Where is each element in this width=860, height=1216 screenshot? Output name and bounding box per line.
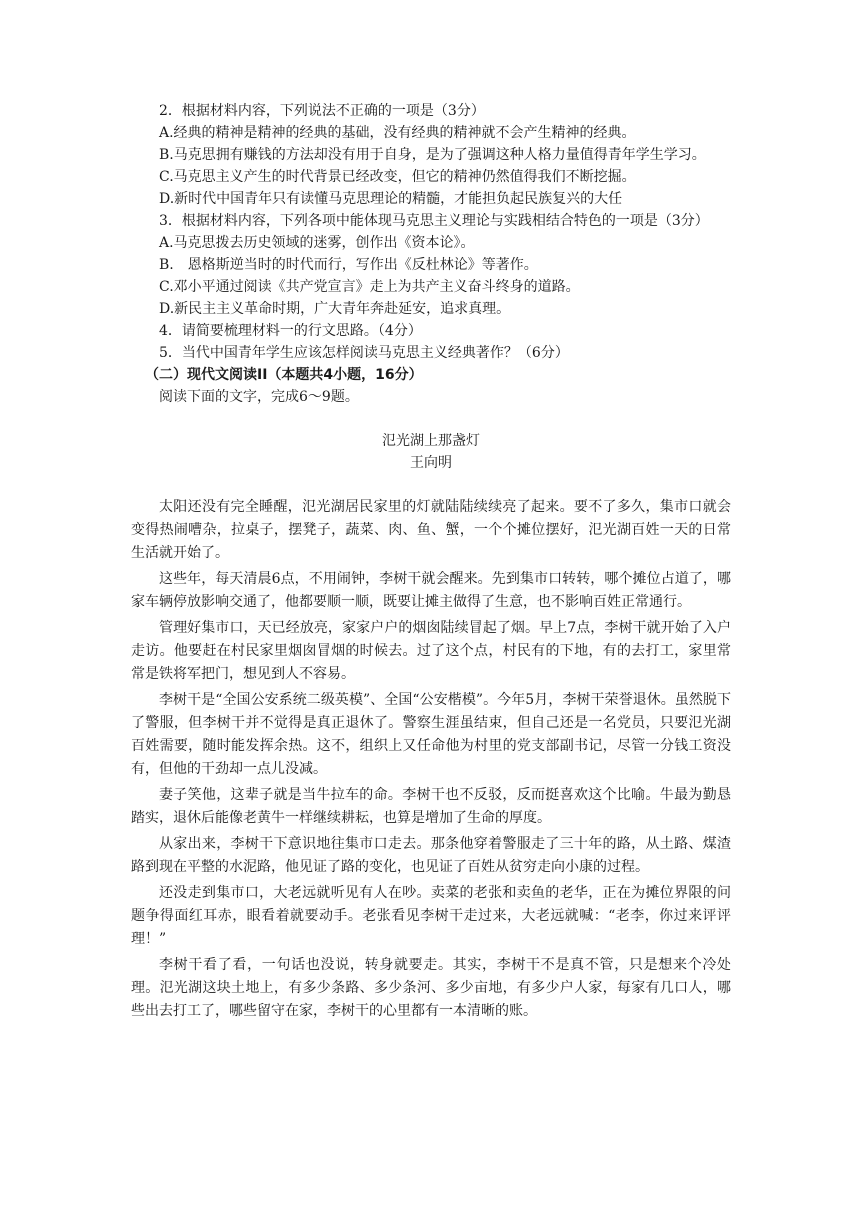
article-paragraph: 太阳还没有完全睡醒，氾光湖居民家里的灯就陆陆续续亮了起来。要不了多久，集市口就会变得热闹嘈杂，拉桌子，摆凳子，蔬菜、肉、鱼、蟹，一个个摊位摆好，氾光湖百姓一天的日常生活就开始了。	[131, 499, 731, 561]
article-paragraph: 还没走到集市口，大老远就听见有人在吵。卖菜的老张和卖鱼的老华，正在为摊位界限的问题争得面红耳赤，眼看着就要动手。老张看见李树干走过来，大老远就喊：“老李，你过来评评理！”	[131, 885, 731, 947]
article-paragraph: 从家出来，李树干下意识地往集市口走去。那条他穿着警服走了三十年的路，从土路、煤渣路到现在平整的水泥路，他见证了路的变化，也见证了百姓从贫穷走向小康的过程。	[131, 836, 731, 875]
question-3-option-a: A.马克思拨去历史领域的迷雾，创作出《资本论》。	[159, 235, 475, 251]
article-body	[131, 496, 731, 1023]
question-2-option-d: D.新时代中国青年只有读懂马克思理论的精髓，才能担负起民族复兴的大任	[159, 191, 623, 207]
question-4: 4．请简要梳理材料一的行文思路。（4分）	[159, 323, 422, 339]
article-paragraph: 李树干是“全国公安系统二级英模”、全国“公安楷模”。今年5月，李树干荣誉退休。虽然脱下了警服，但李树干并不觉得是真正退休了。警察生涯虽结束，但自己还是一名党员，只要氾光湖百姓需要，随时能发挥余热。这不，组织上又任命他为村里的党支部副书记，尽管一分钱工资没有，但他的干劲却一点儿没减。	[131, 692, 731, 777]
question-2-stem: 2．根据材料内容，下列说法不正确的一项是（3分）	[159, 103, 485, 119]
question-3-option-c: C.邓小平通过阅读《共产党宣言》走上为共产主义奋斗终身的道路。	[159, 279, 580, 295]
question-3	[131, 210, 731, 320]
article-title: 氾光湖上那盏灯	[382, 433, 480, 449]
spacer	[131, 474, 731, 496]
section-heading: （二）现代文阅读II（本题共4小题，16分）	[145, 367, 423, 383]
article-paragraph: 妻子笑他，这辈子就是当牛拉车的命。李树干也不反驳，反而挺喜欢这个比喻。牛最为勤恳踏实，退休后能像老黄牛一样继续耕耘，也算是增加了生命的厚度。	[131, 787, 731, 826]
section-instruction: 阅读下面的文字，完成6～9题。	[159, 389, 359, 405]
question-2-option-a: A.经典的精神是精神的经典的基础，没有经典的精神就不会产生精神的经典。	[159, 125, 636, 141]
article-paragraph: 管理好集市口，天已经放亮，家家户户的烟囱陆续冒起了烟。早上7点，李树干就开始了入户走访。他要赶在村民家里烟囱冒烟的时候去。过了这个点，村民有的下地，有的去打工，家里常常是铁将军把门，想见到人不容易。	[131, 620, 731, 682]
article-author: 王向明	[410, 455, 452, 471]
article-paragraph: 这些年，每天清晨6点，不用闹钟，李树干就会醒来。先到集市口转转，哪个摊位占道了，哪家车辆停放影响交通了，他都要顺一顺，既要让摊主做得了生意，也不影响百姓正常通行。	[131, 571, 731, 610]
article-paragraph: 李树干看了看，一句话也没说，转身就要走。其实，李树干不是真不管，只是想来个冷处理。氾光湖这块土地上，有多少条路、多少条河、多少亩地，有多少户人家，每家有几口人，哪些出去打工了，哪些留守在家，李树干的心里都有一本清晰的账。	[131, 957, 731, 1019]
question-2	[131, 100, 731, 210]
question-5: 5．当代中国青年学生应该怎样阅读马克思主义经典著作？（6分）	[159, 345, 569, 361]
question-2-option-b: B.马克思拥有赚钱的方法却没有用于自身，是为了强调这种人格力量值得青年学生学习。	[159, 147, 706, 163]
question-3-option-b: B. 恩格斯逆当时的时代而行，写作出《反杜林论》等著作。	[159, 257, 538, 273]
question-3-option-d: D.新民主主义革命时期，广大青年奔赴延安，追求真理。	[159, 301, 511, 317]
question-2-option-c: C.马克思主义产生的时代背景已经改变，但它的精神仍然值得我们不断挖掘。	[159, 169, 636, 185]
spacer	[131, 408, 731, 430]
question-3-stem: 3．根据材料内容，下列各项中能体现马克思主义理论与实践相结合特色的一项是（3分）	[159, 213, 709, 229]
exam-page	[131, 100, 731, 1026]
